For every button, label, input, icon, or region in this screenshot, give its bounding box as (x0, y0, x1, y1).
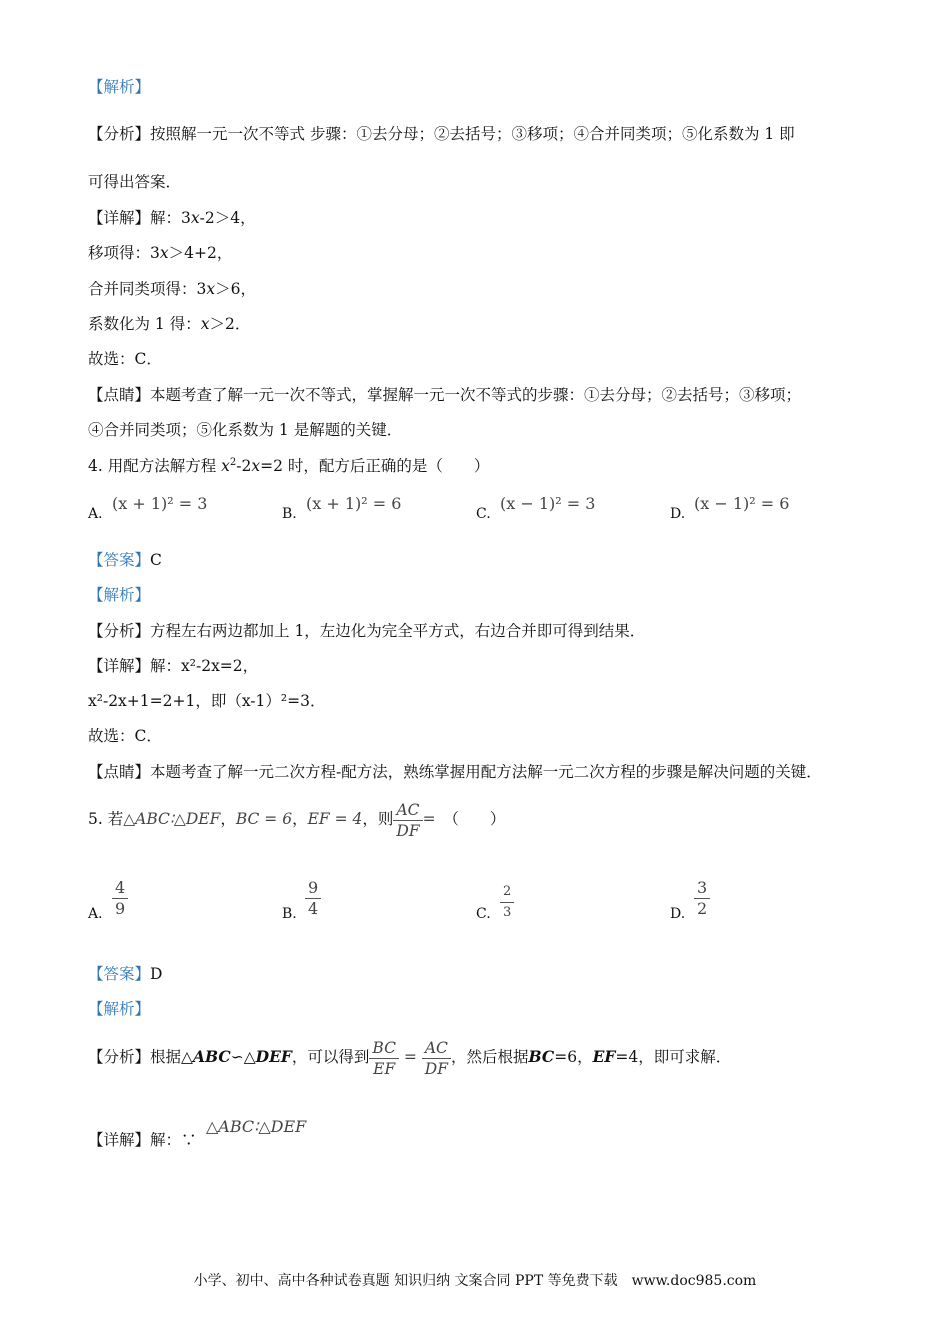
q4-option-c-label: C. (476, 506, 491, 522)
q5-similarity: △ABC∶△DEF (123, 810, 221, 828)
answer-tag: 【答案】 (88, 965, 151, 983)
solution-line-1 (88, 208, 256, 228)
step2-a: 合并同类项得：3 (88, 280, 207, 298)
q4-choice: 故选：C． (88, 727, 162, 745)
var-x: x (251, 457, 261, 475)
frac-ac: AC (422, 1038, 451, 1059)
q5-option-d-label: D. (670, 906, 686, 922)
q4-analysis (88, 621, 645, 641)
step1-a: 移项得：3 (88, 244, 160, 262)
q4-stem-c: =2 时，配方后正确的是（ ） (260, 457, 490, 475)
q5-a-num: 4 (112, 878, 128, 899)
q5-c-num: 2 (500, 882, 514, 903)
q5-ef: EF = 4 (307, 810, 363, 828)
q4-solution-text-1: 解：x²-2x=2， (150, 657, 259, 675)
comment-line-1 (88, 385, 801, 405)
solution-step-3 (88, 314, 250, 334)
var-x: x (200, 315, 210, 333)
page-footer: 小学、初中、高中各种试卷真题 知识归纳 文案合同 PPT 等免费下载 www.doc985.com (193, 1273, 757, 1289)
q4-option-b-label: B. (282, 506, 297, 522)
q4-option-c-expr: (x − 1)² = 3 (500, 494, 596, 513)
q5-option-b (305, 878, 321, 919)
step3-b: ＞2． (209, 315, 251, 333)
solution-tag: 【详解】 (88, 1131, 151, 1149)
q5-abc: ABC (192, 1047, 231, 1066)
q5-frac-num: AC (393, 800, 422, 821)
solution-tag: 【详解】 (88, 657, 151, 675)
q5-paren: （ ） (451, 810, 506, 828)
q5-b-num: 9 (305, 878, 321, 899)
q5-c-den: 3 (503, 905, 512, 920)
solution-step-2 (88, 279, 256, 299)
q4-option-d-expr: (x − 1)² = 6 (694, 494, 790, 513)
comment-line-2: ④合并同类项；⑤化系数为 1 是解题的关键． (88, 421, 403, 439)
q5-option-b-label: B. (282, 906, 297, 922)
step2-b: ＞6， (215, 280, 256, 298)
solution-text-b: -2＞4， (199, 209, 256, 227)
q5-answer (88, 964, 162, 984)
q4-option-a-expr: (x + 1)² = 3 (112, 494, 208, 513)
q5-solution-text: 解：∵ (150, 1131, 197, 1149)
q5-eq: = (422, 810, 436, 828)
q5-sim: ∽△ (230, 1048, 256, 1066)
solution-tag: 【详解】 (88, 209, 151, 227)
var-x: x (190, 209, 200, 227)
question-4-stem (88, 456, 489, 476)
comment-text: 本题考查了解一元一次不等式，掌握解一元一次不等式的步骤：①去分母；②去括号；③移项； (150, 386, 802, 404)
step3-a: 系数化为 1 得： (88, 315, 201, 333)
q5-analysis-heading: 【解析】 (88, 1000, 151, 1018)
q4-solution-2: x²-2x+1=2+1，即（x-1）²=3． (88, 692, 326, 710)
analysis-tag: 【分析】 (88, 125, 151, 143)
q4-analysis-heading: 【解析】 (88, 586, 151, 604)
q4-option-d-label: D. (670, 506, 686, 522)
frac-ef: EF (373, 1059, 396, 1078)
question-5-stem: 5. 若△ABC∶△DEF，BC = 6，EF = 4，则 $\frac{AC}{DF}$ = （ ） (88, 800, 506, 840)
var-x: x (159, 244, 169, 262)
q5-option-a-label: A. (88, 906, 103, 922)
q5-analysis-a: 根据△ (150, 1048, 193, 1066)
q5-option-a (112, 878, 128, 919)
q4-comment-text: 本题考查了解一元二次方程-配方法，熟练掌握用配方法解一元二次方程的步骤是解决问题的关键． (150, 763, 822, 781)
q4-stem-a: 4. 用配方法解方程 (88, 457, 222, 475)
comment-tag: 【点睛】 (88, 386, 151, 404)
sup-2: 2 (229, 456, 237, 468)
analysis-heading: 【解析】 (88, 78, 151, 96)
q4-comment (88, 762, 822, 782)
q4-option-a-label: A. (88, 506, 103, 522)
q5-frac-ac-df (422, 1038, 451, 1079)
q5-analysis: 【分析】根据△ABC∽△DEF，可以得到 $\frac{BC}{EF}$ = $\frac{AC}{DF}$ ，然后根据BC=6，EF=4，即可求解． (88, 1038, 732, 1078)
q4-analysis-text: 方程左右两边都加上 1，左边化为完全平方式，右边合并即可得到结果． (150, 622, 646, 640)
q5-option-d (694, 878, 710, 919)
q5-def: DEF (255, 1047, 292, 1066)
q4-solution-1 (88, 656, 258, 676)
analysis-text: 按照解一元一次不等式 步骤：①去分母；②去括号；③移项；④合并同类项；⑤化系数为 1 即 (150, 125, 795, 143)
frac-df: DF (424, 1059, 448, 1078)
choice-line: 故选：C． (88, 350, 162, 368)
q5-stem-a: 5. 若 (88, 810, 124, 828)
q5-ze: ，则 (362, 810, 394, 828)
q5-option-c-label: C. (476, 906, 491, 922)
q5-solution (88, 1130, 197, 1150)
q5-b-den: 4 (308, 899, 319, 918)
analysis-tag: 【分析】 (88, 1048, 151, 1066)
step1-b: ＞4+2， (168, 244, 233, 262)
q4-answer (88, 550, 162, 570)
q5-analysis-d: =6， (554, 1048, 593, 1066)
q5-option-c (500, 882, 514, 923)
answer-tag: 【答案】 (88, 551, 151, 569)
q5-ef-var: EF (592, 1047, 616, 1066)
q5-d-num: 3 (694, 878, 710, 899)
var-x: x (206, 280, 216, 298)
q5-solution-expr: △ABC∶△DEF (206, 1117, 307, 1136)
frac-bc: BC (369, 1038, 399, 1059)
q5-answer-value: D (150, 965, 163, 983)
q5-fraction (393, 800, 422, 841)
analysis-paragraph (88, 124, 795, 144)
solution-step-1 (88, 243, 232, 263)
q5-frac-den: DF (396, 821, 420, 840)
q5-frac-bc-ef (369, 1038, 399, 1079)
q5-bc: BC = 6 (235, 810, 293, 828)
solution-text-a: 解：3 (150, 209, 191, 227)
analysis-text-cont: 可得出答案． (88, 173, 182, 191)
q5-bc-var: BC (528, 1047, 555, 1066)
q5-analysis-b: ，可以得到 (291, 1048, 370, 1066)
comment-tag: 【点睛】 (88, 763, 151, 781)
var-x: x (221, 457, 230, 475)
q5-analysis-e: =4，即可求解． (615, 1048, 732, 1066)
q5-a-den: 9 (115, 899, 126, 918)
q5-analysis-c: ，然后根据 (450, 1048, 529, 1066)
q4-option-b-expr: (x + 1)² = 6 (306, 494, 402, 513)
q4-stem-b: -2 (236, 457, 252, 475)
q5-d-den: 2 (697, 899, 708, 918)
q4-answer-value: C (150, 551, 162, 569)
analysis-tag: 【分析】 (88, 622, 151, 640)
